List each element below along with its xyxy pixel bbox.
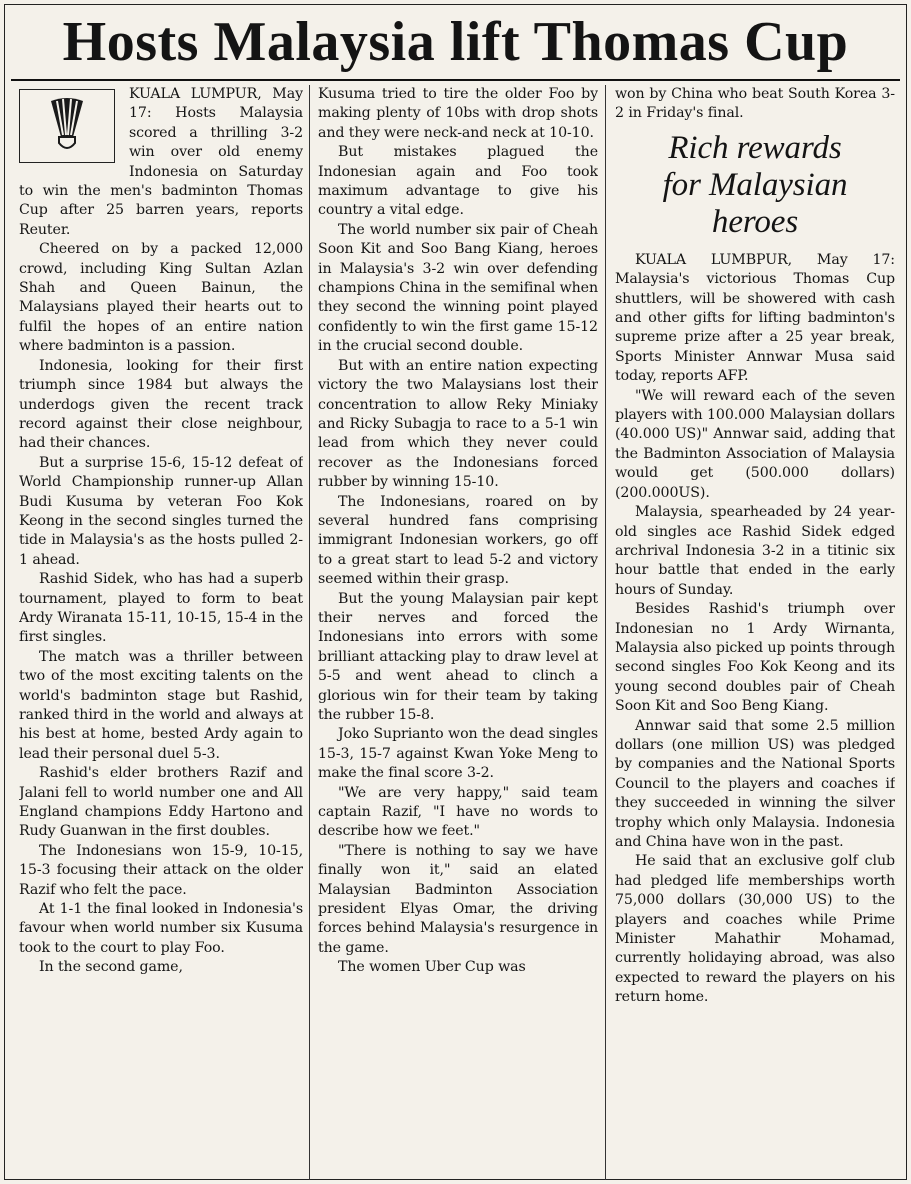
paragraph: "We are very happy," said team captain Razif, "I have no words to describe how we feet." xyxy=(318,784,598,840)
paragraph: "We will reward each of the seven players with 100.000 Malaysian dollars (40.000 US)" Annwar said, adding that the Badminton Association of Malaysia would get (500.000 dollars) (200.000US). xyxy=(615,387,895,501)
paragraph: But mistakes plagued the Indonesian again and Foo took maximum advantage to give his country a vital edge. xyxy=(318,144,598,219)
paragraph: The women Uber Cup was xyxy=(338,959,526,976)
paragraph: Annwar said that some 2.5 million dollars (one million US) was pledged by companies and the National Sports Council to the players and coaches if they succeeded in winning the silver trophy which only Malaysia. Indonesia and China have won in the past. xyxy=(615,717,895,850)
paragraph: The match was a thriller between two of the most exciting talents on the world's badminton stage but Rashid, ranked third in the world and always at his best at home, bested Ardy again to lead their personal duel 5-3. xyxy=(19,648,303,762)
headline: Hosts Malaysia lift Thomas Cup xyxy=(62,11,849,73)
sub-headline xyxy=(615,130,895,241)
paragraph: Malaysia, spearheaded by 24 year-old singles ace Rashid Sidek edged archrival Indonesia 3-2 in a titinic six hour battle that ended in the early hours of Sunday. xyxy=(615,504,895,598)
paragraph: Indonesia, looking for their first triumph since 1984 but always the underdogs given the recent track record against their close neighbour, had their chances. xyxy=(19,357,303,452)
shuttlecock-icon xyxy=(19,89,115,163)
paragraph: KUALA LUMPUR, May 17: Hosts Malaysia scored a thrilling 3-2 win over old enemy Indonesia on Saturday to win the men's badminton Thomas Cup after 25 barren years, reports Reuter. xyxy=(19,86,303,238)
paragraph: The Indonesians won 15-9, 10-15, 15-3 focusing their attack on the older Razif who felt the pace. xyxy=(19,842,303,898)
paragraph: At 1-1 the final looked in Indonesia's favour when world number six Kusuma took to the court to play Foo. xyxy=(19,901,303,956)
paragraph: Besides Rashid's triumph over Indonesian no 1 Ardy Wirnanta, Malaysia also picked up points through second singles Foo Kok Keong and its young second doubles pair of Cheah Soon Kit and Soo Beng Kiang. xyxy=(615,601,895,715)
sub-headline-line: heroes xyxy=(711,203,799,240)
sub-headline-line: Rich rewards xyxy=(668,129,842,166)
paragraph: Rashid's elder brothers Razif and Jalani fell to world number one and All England champions Eddy Hartono and Rudy Guanwan in the first doubles. xyxy=(19,765,303,840)
column-2 xyxy=(318,85,598,1180)
paragraph: "There is nothing to say we have finally won it," said an elated Malaysian Badminton Association president Elyas Omar, the driving forces behind Malaysia's resurgence in the game. xyxy=(318,842,598,956)
paragraph: But a surprise 15-6, 15-12 defeat of World Championship runner-up Allan Budi Kusuma by veteran Foo Kok Keong in the second singles turned the tide in Malaysia's as the hosts pulled 2-1 ahead. xyxy=(19,454,303,568)
column-divider xyxy=(605,85,606,1180)
paragraph: Joko Suprianto won the dead singles 15-3, 15-7 against Kwan Yoke Meng to make the final score 3-2. xyxy=(318,726,598,782)
paragraph: In the second game, xyxy=(39,959,183,976)
sub-headline-line: for Malaysian xyxy=(662,166,848,203)
paragraph: Kusuma tried to tire the older Foo by making plenty of 10bs with drop shots and they were neck-and neck at 10-10. xyxy=(318,86,598,141)
paragraph: won by China who beat South Korea 3-2 in Friday's final. xyxy=(615,86,895,122)
paragraph: The Indonesians, roared on by several hundred fans comprising immigrant Indonesian workers, go off to a great start to lead 5-2 and victory seemed within their grasp. xyxy=(318,493,598,588)
column-3 xyxy=(615,85,895,1180)
paragraph: KUALA LUMBPUR, May 17: Malaysia's victorious Thomas Cup shuttlers, will be showered with cash and other gifts for lifting badminton's supreme prize after a 25 year break, Sports Minister Annwar Musa said today, reports AFP. xyxy=(615,251,895,385)
paragraph: He said that an exclusive golf club had pledged life memberships worth 75,000 dollars (30,000 US) to the players and coaches while Prime Minister Mahathir Mohamad, currently holidaying abroad, was also expected to reward the players on his return home. xyxy=(615,853,895,1006)
column-1 xyxy=(19,85,303,1180)
paragraph: But the young Malaysian pair kept their nerves and forced the Indonesians into errors with some brilliant attacking play to draw level at 5-5 and went ahead to clinch a glorious win for their team by taking the rubber 15-8. xyxy=(318,590,598,723)
newspaper-clipping xyxy=(4,4,907,1180)
paragraph: Rashid Sidek, who has had a superb tournament, played to form to beat Ardy Wiranata 15-11, 10-15, 15-4 in the first singles. xyxy=(19,571,303,646)
paragraph: Cheered on by a packed 12,000 crowd, including King Sultan Azlan Shah and Queen Bainun, the Malaysians played their hearts out to fulfil the hopes of an entire nation where badminton is a passion. xyxy=(19,241,303,355)
headline-rule xyxy=(11,79,900,81)
paragraph: The world number six pair of Cheah Soon Kit and Soo Bang Kiang, heroes in Malaysia's 3-2 win over defending champions China in the semifinal when they second the winning point played confidently to win the first game 15-12 in the crucial second double. xyxy=(318,221,598,355)
paragraph: But with an entire nation expecting victory the two Malaysians lost their concentration to allow Reky Miniaky and Ricky Subagja to race to a 5-1 win lead from which they never could recover as the Indonesians forced rubber by winning 15-10. xyxy=(318,357,598,491)
column-divider xyxy=(309,85,310,1180)
